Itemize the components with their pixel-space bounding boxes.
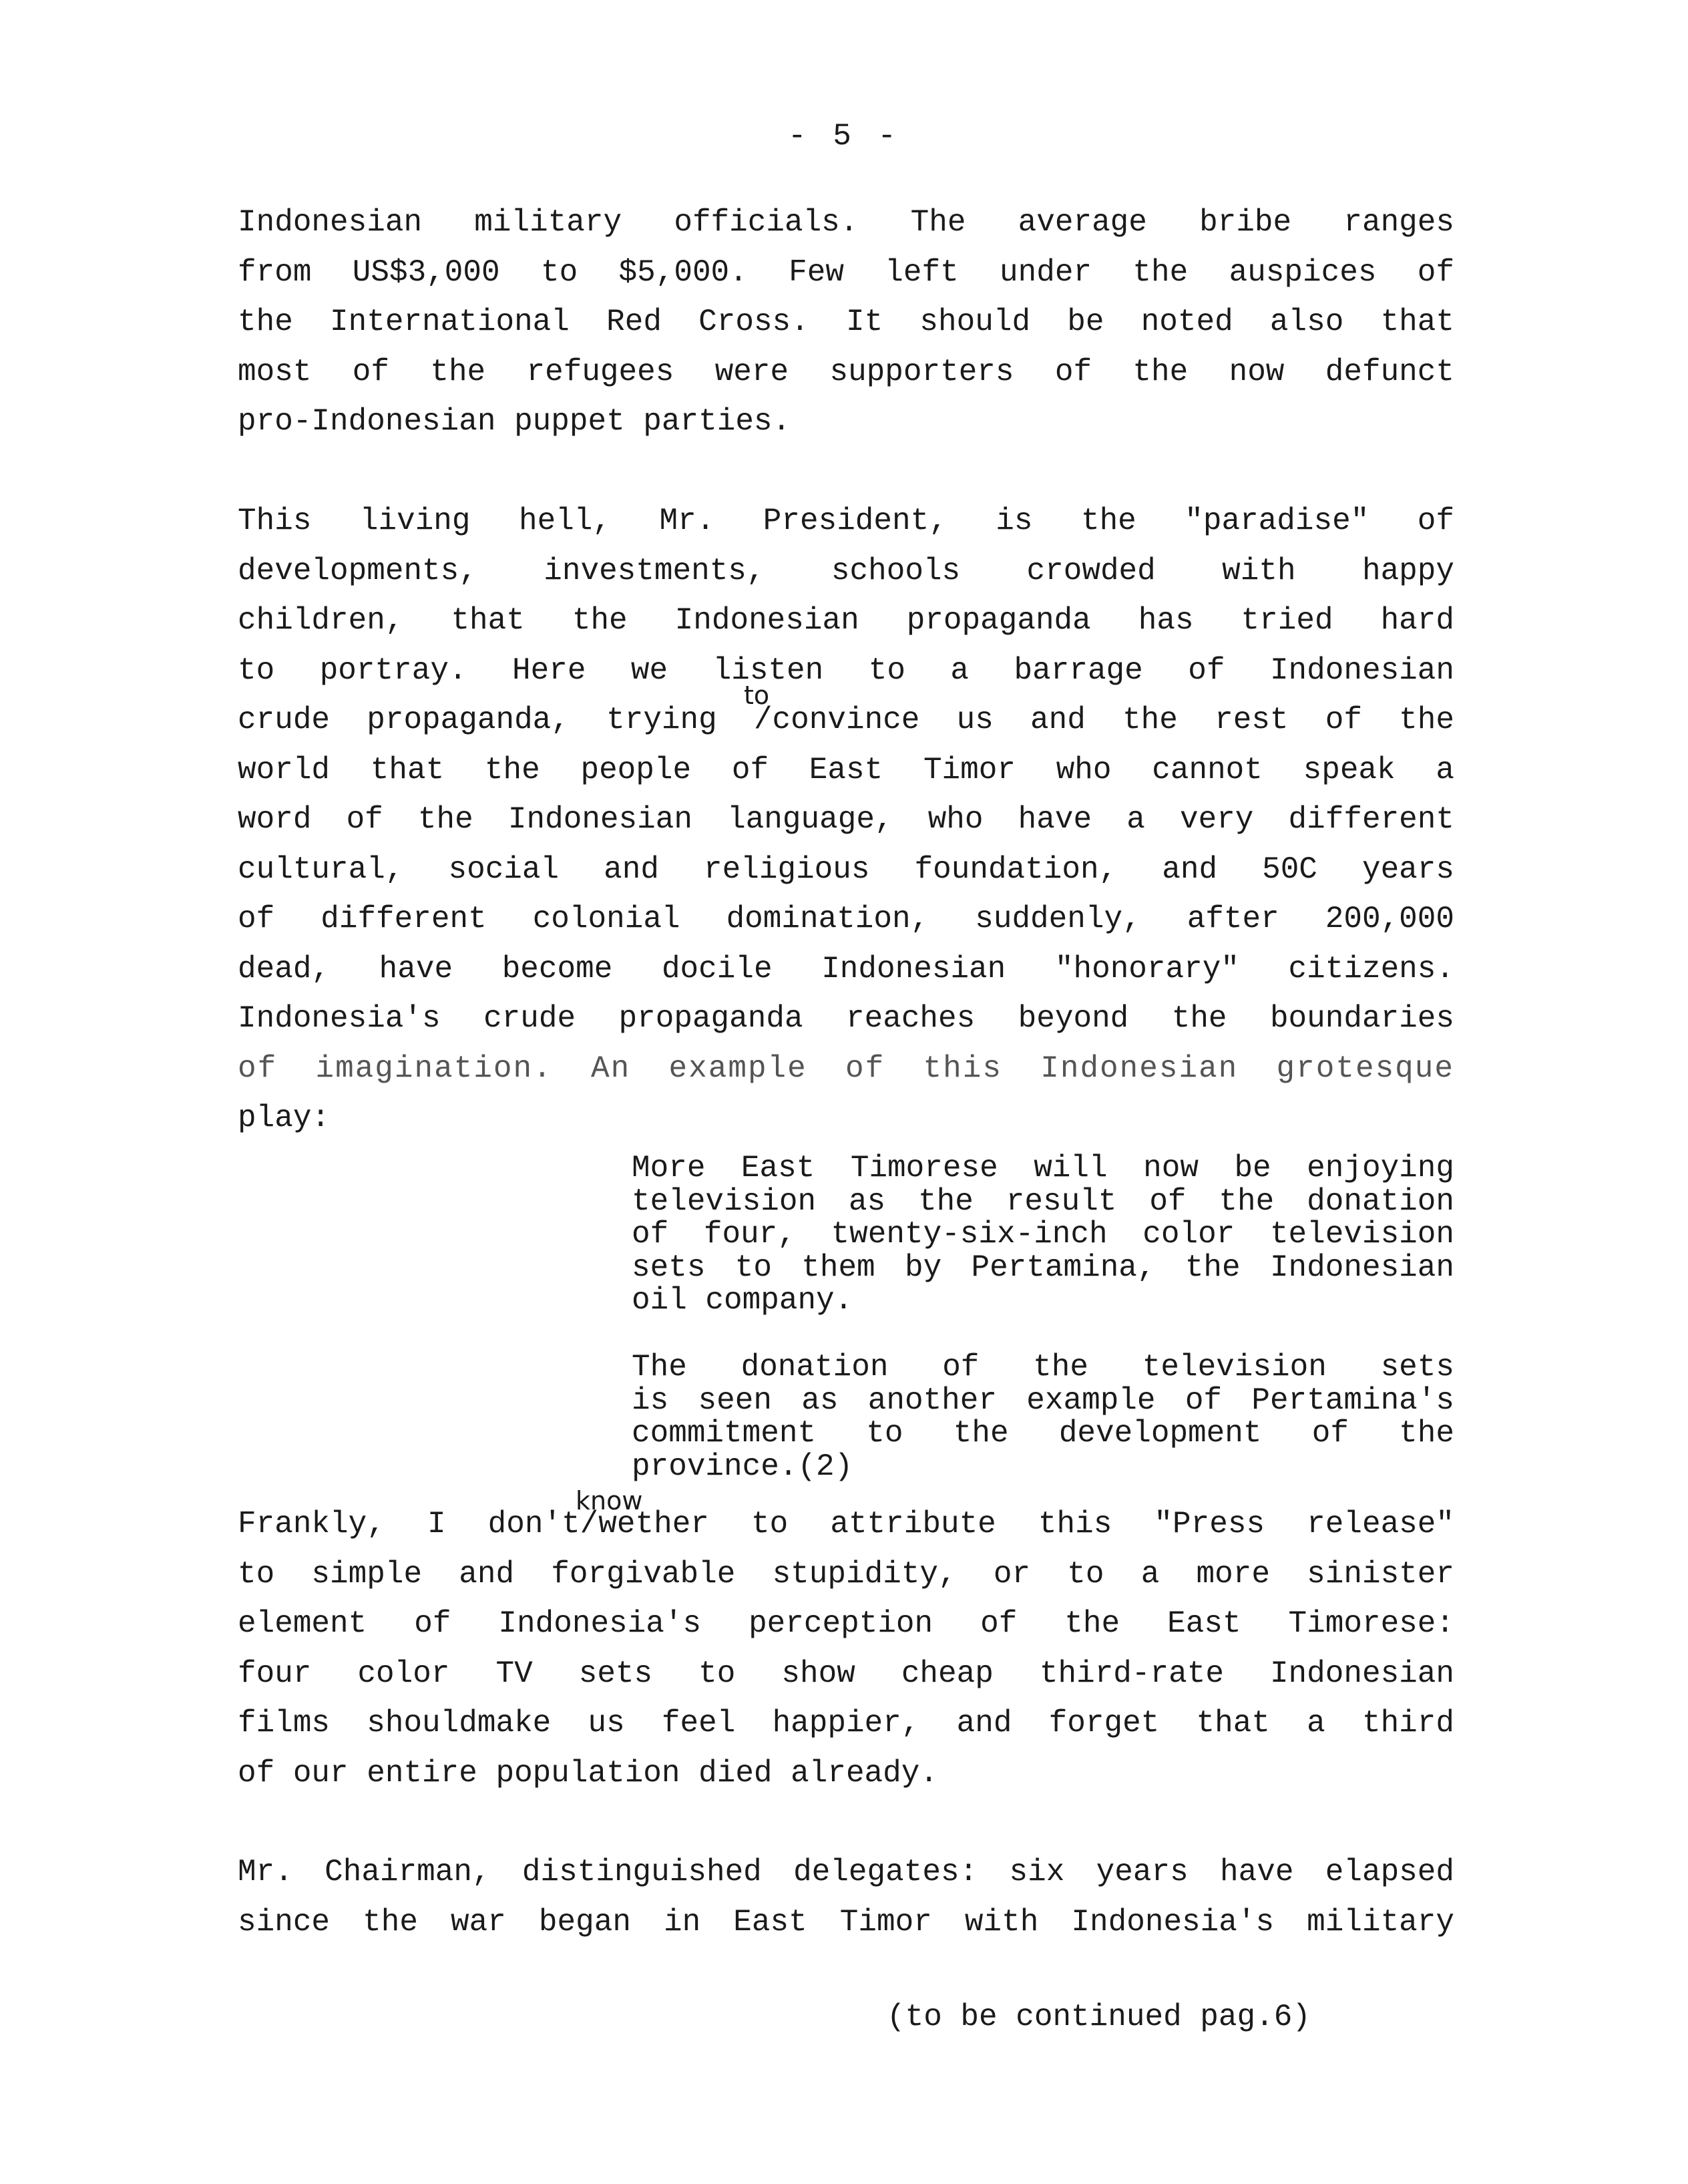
text-line: word of the Indonesian language, who have a very different	[238, 802, 1454, 837]
quote-line: sets to them by Pertamina, the Indonesian	[632, 1250, 1454, 1285]
text-line: four color TV sets to show cheap third-rate Indonesian	[238, 1656, 1454, 1691]
paragraph-chairman	[238, 1847, 1454, 1947]
quote-line: television as the result of the donation	[632, 1184, 1454, 1219]
text-line: developments, investments, schools crowded with happy	[238, 553, 1454, 588]
text-line: world that the people of East Timor who cannot speak a	[238, 752, 1454, 787]
text-line: Indonesian military officials. The average bribe ranges	[238, 205, 1454, 240]
text-line: pro-Indonesian puppet parties.	[238, 404, 791, 439]
paragraph-propaganda	[238, 496, 1454, 1143]
paragraph-press-release	[238, 1499, 1454, 1798]
quote-line: commitment to the development of the	[632, 1416, 1454, 1451]
text-line: This living hell, Mr. President, is the "paradise" of	[238, 504, 1454, 538]
quote-line: province.(2)	[632, 1449, 853, 1484]
handwritten-insert-to: to	[744, 681, 770, 710]
text-line: most of the refugees were supporters of the now defunct	[238, 354, 1454, 389]
paragraph-bribes	[238, 198, 1454, 447]
quote-line: is seen as another example of Pertamina's	[632, 1383, 1454, 1418]
quote-block-2	[632, 1351, 1454, 1483]
text-line: the International Red Cross. It should be noted also that	[238, 305, 1454, 339]
text-line: Indonesia's crude propaganda reaches beyond the boundaries	[238, 1001, 1454, 1036]
text-line: since the war began in East Timor with Indonesia's military	[238, 1904, 1454, 1940]
text-line: children, that the Indonesian propaganda has tried hard	[238, 603, 1454, 638]
text-line: crude propaganda, trying /convince us and the rest of the	[238, 703, 1454, 737]
quote-line: oil company.	[632, 1283, 853, 1318]
text-line: Mr. Chairman, distinguished delegates: six years have elapsed	[238, 1855, 1454, 1889]
text-line: dead, have become docile Indonesian "honorary" citizens.	[238, 951, 1454, 986]
text-line: of our entire population died already.	[238, 1755, 938, 1791]
quote-block-1	[632, 1152, 1454, 1318]
quote-line: of four, twenty-six-inch color television	[632, 1217, 1454, 1252]
handwritten-insert-know: know	[576, 1486, 643, 1515]
text-line: cultural, social and religious foundation, and 50C years	[238, 852, 1454, 887]
text-line: to simple and forgivable stupidity, or to a more sinister	[238, 1556, 1454, 1592]
text-line: to portray. Here we listen to a barrage of Indonesian	[238, 653, 1454, 688]
quote-line: The donation of the television sets	[632, 1350, 1454, 1385]
text-line: of imagination. An example of this Indonesian grotesque	[238, 1051, 1454, 1086]
quote-line: More East Timorese will now be enjoying	[632, 1151, 1454, 1186]
text-line: Frankly, I don't/wether to attribute this "Press release"	[238, 1507, 1454, 1541]
continuation-note: (to be continued pag.6)	[887, 2000, 1311, 2034]
page-number: - 5 -	[787, 119, 901, 154]
text-line: from US$3,000 to $5,000. Few left under the auspices of	[238, 254, 1454, 290]
text-line: element of Indonesia's perception of the East Timorese:	[238, 1606, 1454, 1641]
text-line: of different colonial domination, suddenly, after 200,000	[238, 902, 1454, 936]
text-line: films shouldmake us feel happier, and forget that a third	[238, 1706, 1454, 1741]
text-line: play:	[238, 1101, 331, 1135]
